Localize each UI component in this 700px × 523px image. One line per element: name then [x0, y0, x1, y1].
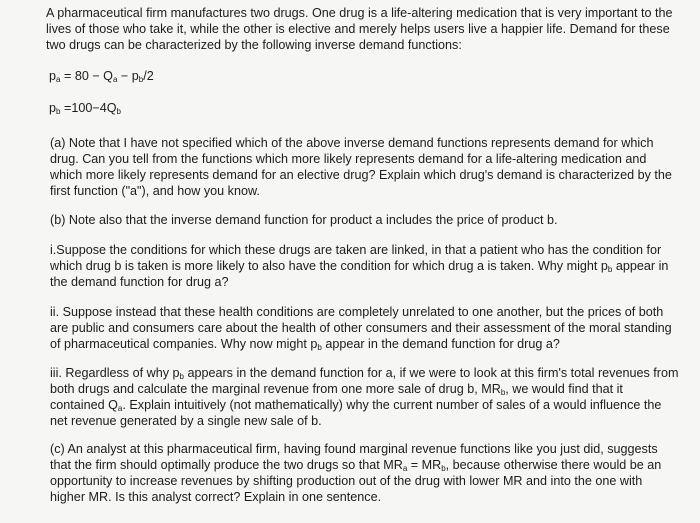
q-c-sub-1: a	[402, 464, 408, 473]
q-iii-text-3: , we would find that it contained Q	[50, 382, 623, 412]
q-ii-text-1: ii. Suppose instead that these health conditions are completely unrelated to one another, but the prices of both are public and consumers care about the health of other consumers and their assessment of the moral standing of pharmaceutical companies. Why now might p	[50, 305, 672, 351]
question-a: (a) Note that I have not specified which of the above inverse demand functions represents demand for which drug. Can you tell from the functions which more likely represents demand for a life-altering medication and which more likely represents demand for an elective drug? Explain which drug's demand is characterized by the first function ("a"), and how you know.	[50, 136, 672, 198]
eq-b-rhs1: =100−4Q	[60, 101, 117, 115]
eq-b-rhs1-sub: b	[116, 107, 121, 116]
q-i-text-2: appear in the demand function for drug a?	[50, 259, 669, 289]
equation-a	[49, 68, 680, 84]
q-iii-sub-3: a	[117, 404, 123, 413]
intro-paragraph: A pharmaceutical firm manufactures two drugs. One drug is a life-altering medication that is very important to the lives of those who take it, while the other is elective and merely helps users live a happier life. Demand for these two drugs can be characterized by the following inverse demand functions:	[46, 6, 673, 52]
q-iii-sub-1: b	[179, 372, 184, 381]
eq-b-p-sub: b	[56, 107, 61, 116]
question-b-iii	[50, 365, 680, 429]
eq-a-rhs2: − p	[117, 69, 139, 83]
eq-a-rhs1: = 80 − Q	[60, 69, 113, 83]
q-c-text-1: (c) An analyst at this pharmaceutical firm, having found marginal revenue functions like you just did, suggests that the firm should optimally produce the two drugs so that MR	[50, 442, 658, 472]
q-ii-sub: b	[317, 343, 322, 352]
q-c-text-3: , because otherwise there would be an opportunity to increase revenues by shifting production out of the drug with lower MR and into the one with higher MR. Is this analyst correct? Explain in one sentence.	[50, 458, 662, 504]
question-b: (b) Note also that the inverse demand function for product a includes the price of product b.	[50, 213, 558, 227]
question-b-i	[50, 242, 680, 290]
eq-a-p-sub: a	[56, 75, 61, 84]
eq-a-rhs1-sub: a	[112, 75, 118, 84]
q-i-sub: b	[607, 265, 613, 274]
q-i-text-1: i.Suppose the conditions for which these drugs are taken are linked, in that a patient who has the condition for which drug b is taken is more likely to also have the condition for which drug a is taken. Why might p	[50, 243, 662, 273]
equation-b	[49, 100, 680, 116]
q-iii-text-4: . Explain intuitively (not mathematically) why the current number of sales of a would influence the net revenue generated by a single new sale of b.	[50, 398, 662, 428]
q-c-sub-2: b	[441, 464, 446, 473]
eq-a-rhs3: /2	[143, 69, 154, 83]
q-c-text-2: = MR	[407, 458, 442, 472]
q-iii-text-1: iii. Regardless of why p	[50, 366, 180, 380]
eq-b-p: p	[49, 101, 57, 115]
q-iii-text-2: appears in the demand function for a, if we were to look at this firm's total revenues from both drugs and calculate the marginal revenue from one more sale of drug b, MR	[50, 366, 679, 396]
question-c	[50, 441, 680, 505]
q-iii-sub-2: b	[500, 388, 506, 397]
q-ii-text-2: appear in the demand function for drug a?	[321, 337, 560, 351]
question-b-ii	[50, 304, 680, 352]
eq-a-rhs2-sub: b	[138, 75, 144, 84]
eq-a-p: p	[49, 69, 57, 83]
